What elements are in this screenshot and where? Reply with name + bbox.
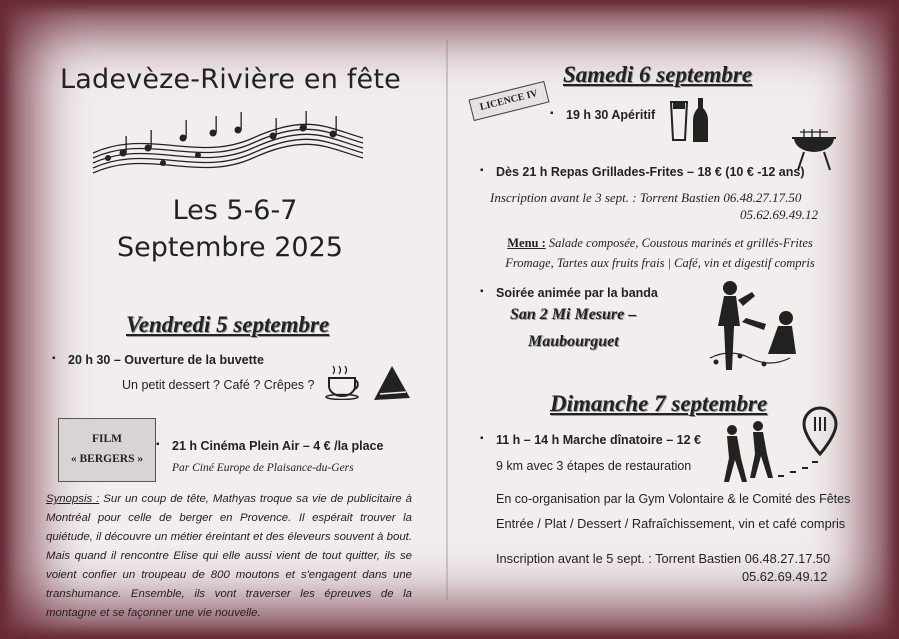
event-dates-line2: Septembre 2025 — [117, 232, 343, 263]
inscription-sunday-phone2: 05.62.69.49.12 — [742, 569, 828, 584]
menu-line1: Salade composée, Coustous marinés et grillés-Frites — [545, 236, 813, 250]
page-fold — [446, 40, 448, 600]
meal-courses-text: Entrée / Plat / Dessert / Rafraîchissement, vin et café compris — [496, 516, 846, 531]
musicians-icon — [700, 278, 810, 374]
coffee-cup-icon — [325, 362, 365, 400]
marche-detail: 9 km avec 3 étapes de restauration — [496, 459, 692, 473]
menu-line2: Fromage, Tartes aux fruits frais | Café, vin et digestif compris — [505, 256, 815, 270]
menu-label: Menu : — [507, 236, 546, 250]
banda-name-line1: San 2 Mi Mesure – — [510, 306, 637, 323]
buvette-item: ▪ 20 h 30 – Ouverture de la buvette — [68, 353, 264, 367]
music-staff-icon — [88, 108, 368, 178]
saturday-heading: Samedi 6 septembre — [563, 62, 753, 87]
synopsis-text: Sur un coup de tête, Mathyas troque sa vie de publicitaire à Montréal pour celle de berger en Provence. Il espérait trouver la quiétude, il découvre un métier éreintant et des éleveurs souvent à bout. Mais quand il rencontre Elise qui elle aussi vient de tout quitter, ils se voient confier un troupeau de 800 moutons et s'engagent dans une transhumance. Ensemble, ils vont traverser les épreuves de la montagne et se façonner une vie nouvelle. — [46, 493, 412, 619]
dessert-text: Un petit dessert ? Café ? Crêpes ? — [122, 378, 315, 392]
sunday-heading: Dimanche 7 septembre — [550, 391, 768, 416]
hikers-location-icon — [712, 404, 842, 494]
inscription-sunday: Inscription avant le 5 sept. : Torrent Bastien 06.48.27.17.50 — [496, 551, 831, 566]
page-title: Ladevèze-Rivière en fête — [60, 64, 401, 95]
film-title: « BERGERS » — [70, 453, 144, 465]
friday-heading: Vendredi 5 septembre — [126, 312, 330, 337]
licence-badge: LICENCE IV — [468, 81, 549, 121]
banda-name-line2: Maubourguet — [528, 333, 619, 350]
co-organisation-text: En co-organisation par la Gym Volontaire & le Comité des Fêtes — [496, 492, 851, 506]
cinema-by-text: Par Ciné Europe de Plaisance-du-Gers — [172, 462, 354, 474]
synopsis-label: Synopsis : — [46, 493, 100, 505]
aperitif-item: ▪ 19 h 30 Apéritif — [566, 108, 655, 122]
inscription-saturday: Inscription avant le 3 sept. : Torrent Bastien 06.48.27.17.50 — [490, 190, 802, 205]
cinema-item: ▪ 21 h Cinéma Plein Air – 4 € /la place — [172, 439, 383, 453]
soiree-item: ▪ Soirée animée par la banda — [496, 286, 658, 300]
marche-item: ▪ 11 h – 14 h Marche dînatoire – 12 € — [496, 433, 701, 447]
repas-item: ▪ Dès 21 h Repas Grillades-Frites – 18 € (10 € -12 ans) — [496, 165, 804, 179]
menu-block — [470, 233, 850, 273]
inscription-saturday-phone2: 05.62.69.49.12 — [740, 207, 818, 222]
beer-glass-bottle-icon — [668, 96, 712, 144]
event-dates-line1: Les 5-6-7 — [172, 195, 298, 226]
film-label: FILM — [91, 433, 123, 445]
film-scroll-banner — [58, 418, 156, 482]
crepe-icon — [370, 364, 414, 402]
synopsis-paragraph — [46, 490, 412, 623]
